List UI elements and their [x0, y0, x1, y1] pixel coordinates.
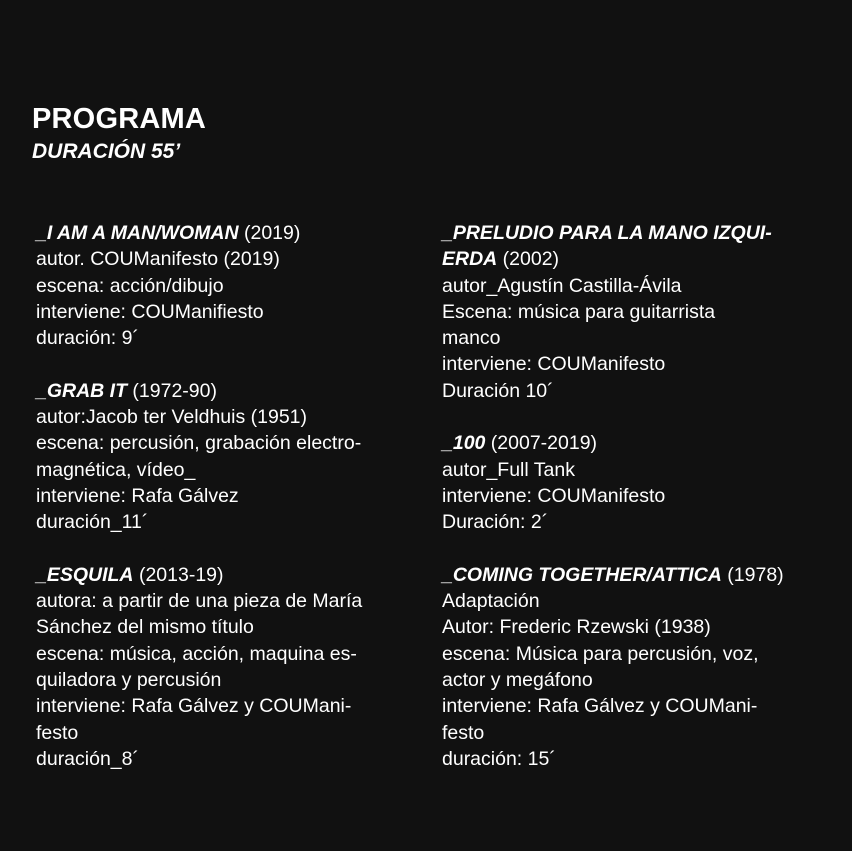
piece-100	[442, 430, 832, 535]
piece-author: autor:Jacob ter Veldhuis (1951)	[36, 406, 308, 429]
program-header	[32, 100, 206, 166]
piece-esquila	[36, 562, 416, 772]
piece-author: autora: a partir de una pieza de María	[36, 590, 363, 613]
piece-duration: duración_8´	[36, 747, 139, 770]
piece-scene-cont: manco	[442, 327, 501, 350]
piece-title: _ESQUILA	[36, 563, 134, 586]
piece-title: _I AM A MAN/WOMAN	[36, 222, 239, 244]
piece-heading	[36, 378, 416, 404]
piece-duration: Duración: 2´	[442, 511, 549, 534]
piece-heading	[36, 562, 416, 588]
piece-duration: Duración 10´	[442, 379, 554, 402]
piece-duration: duración: 15´	[442, 747, 556, 770]
piece-author: autor. COUManifesto (2019)	[36, 248, 280, 271]
piece-author: autor_Agustín Castilla-Ávila	[442, 274, 682, 297]
piece-duration: duración: 9´	[36, 327, 139, 350]
piece-performer-cont: festo	[36, 721, 79, 744]
piece-coming-together-attica	[442, 562, 832, 772]
piece-performer: interviene: COUManifesto	[442, 484, 666, 507]
left-column	[36, 220, 416, 772]
piece-performer: interviene: Rafa Gálvez	[36, 484, 239, 507]
piece-scene: escena: acción/dibujo	[36, 274, 224, 297]
piece-heading	[36, 220, 416, 246]
piece-title: _COMING TOGETHER/ATTICA	[442, 563, 722, 586]
piece-grab-it	[36, 378, 416, 536]
piece-year: (2019)	[238, 222, 301, 244]
piece-scene: escena: percusión, grabación electro-	[36, 432, 362, 455]
piece-title: ERDA	[442, 248, 498, 271]
right-column	[442, 220, 832, 772]
piece-adaptation: Adaptación	[442, 590, 540, 613]
piece-scene-cont: actor y megáfono	[442, 669, 593, 692]
piece-author: Autor: Frederic Rzewski (1938)	[442, 616, 711, 639]
piece-performer: interviene: Rafa Gálvez y COUMani-	[36, 695, 352, 718]
piece-year: (2007-2019)	[485, 432, 598, 455]
piece-year: (1978)	[721, 563, 784, 586]
piece-year: (2013-19)	[133, 563, 224, 586]
piece-performer-cont: festo	[442, 721, 485, 744]
piece-year: (2002)	[497, 248, 560, 271]
piece-heading	[442, 430, 832, 456]
piece-scene: escena: Música para percusión, voz,	[442, 642, 759, 665]
piece-performer: interviene: Rafa Gálvez y COUMani-	[442, 695, 758, 718]
piece-scene: escena: música, acción, maquina es-	[36, 642, 357, 665]
piece-title: _100	[442, 432, 486, 455]
piece-heading	[442, 562, 832, 588]
page-title: PROGRAMA	[32, 103, 206, 135]
piece-i-am-a-man-woman	[36, 220, 416, 351]
duration-subtitle: DURACIÓN 55’	[32, 140, 181, 163]
piece-performer: interviene: COUManifiesto	[36, 300, 264, 323]
piece-performer: interviene: COUManifesto	[442, 353, 666, 376]
piece-scene: Escena: música para guitarrista	[442, 300, 716, 323]
piece-duration: duración_11´	[36, 511, 149, 534]
piece-scene-cont: quiladora y percusión	[36, 669, 222, 692]
piece-author: autor_Full Tank	[442, 458, 575, 481]
piece-author-cont: Sánchez del mismo título	[36, 616, 254, 639]
piece-scene-cont: magnética, vídeo_	[36, 458, 196, 481]
piece-title-line1: _PRELUDIO PARA LA MANO IZQUI-	[442, 222, 772, 244]
piece-preludio	[442, 220, 832, 404]
piece-title: _GRAB IT	[36, 379, 128, 402]
piece-heading	[442, 246, 832, 272]
piece-year: (1972-90)	[127, 379, 217, 402]
